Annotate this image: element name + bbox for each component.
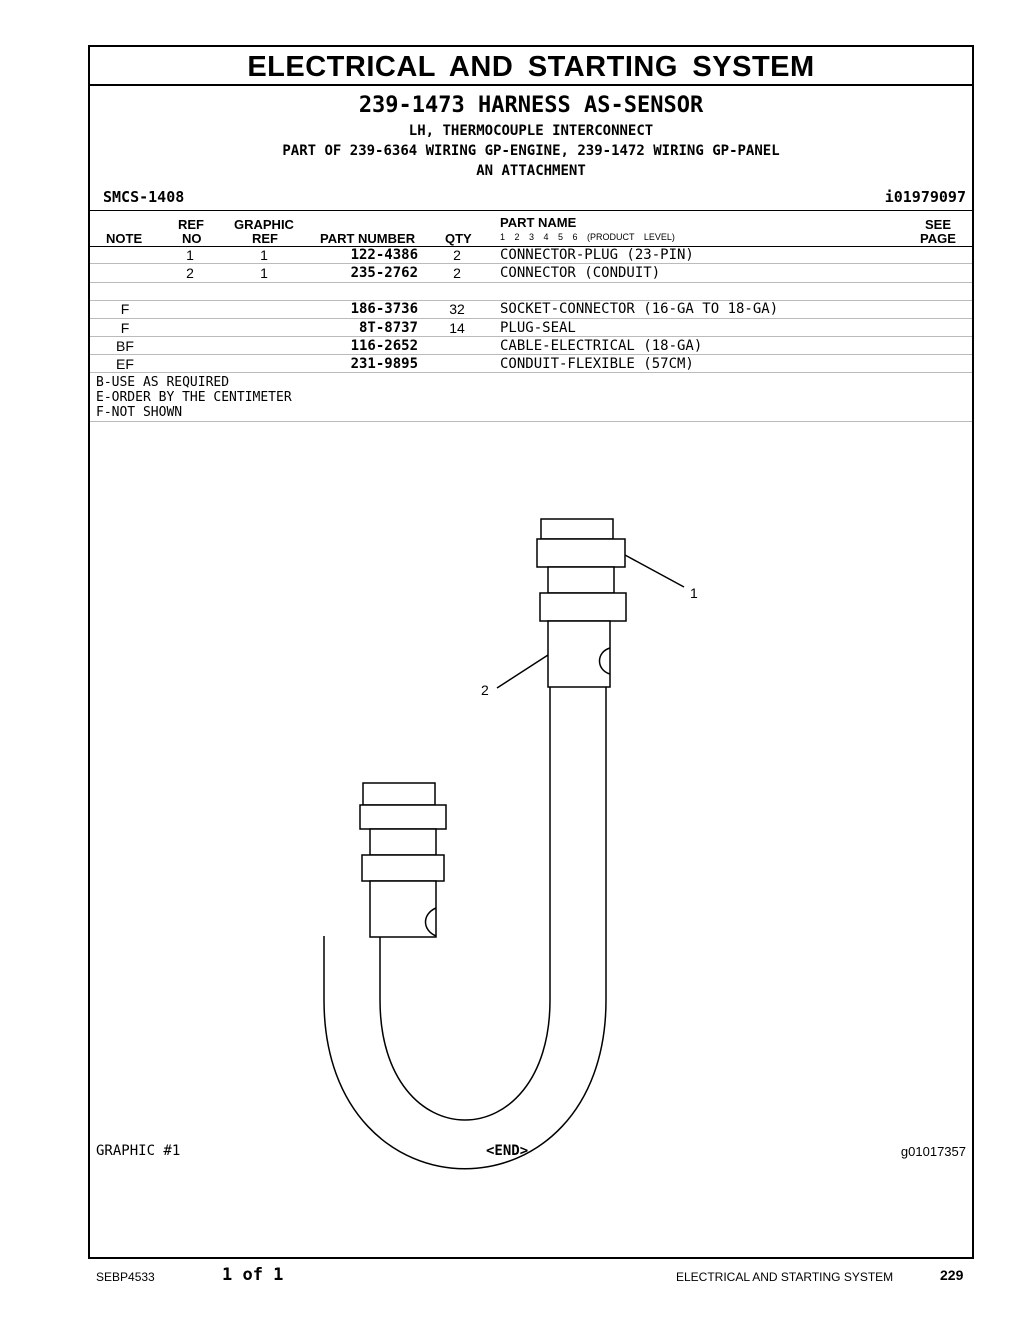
row-note: F [120,301,130,317]
header-ref-bottom: NO [182,231,202,246]
note-b: B-USE AS REQUIRED [96,375,230,390]
header-graphic-top: GRAPHIC [234,217,294,232]
row-qty: 2 [453,265,461,281]
row-note: EF [116,356,134,372]
bottom-connector-sleeve [370,881,436,937]
footer-section: ELECTRICAL AND STARTING SYSTEM [676,1270,894,1284]
callout-1-leader [625,555,684,587]
row-part-number: 235-2762 [350,265,418,281]
row-part-name: PLUG-SEAL [500,320,576,336]
bottom-connector-ring [362,855,444,881]
callout-2-leader [497,655,548,688]
header-see-bottom: PAGE [920,231,956,246]
smcs-code: SMCS-1408 [103,188,185,206]
conduit-inner [324,686,606,1169]
header-graphic-bottom: REF [252,231,278,246]
row-part-name: CONNECTOR (CONDUIT) [500,265,661,281]
header-see-top: SEE [925,217,952,232]
footer-document-number: SEBP4533 [96,1270,155,1284]
footer-page-of: 1 of 1 [222,1265,284,1285]
note-f: F-NOT SHOWN [96,405,183,420]
illustration-id: i01979097 [884,188,966,206]
section-title: ELECTRICAL AND STARTING SYSTEM [90,47,972,86]
callout-2-label: 2 [481,682,489,698]
harness-part-of: PART OF 239-6364 WIRING GP-ENGINE, 239-1472 WIRING GP-PANEL [282,143,780,159]
row-part-number: 116-2652 [350,338,418,354]
graphic-label: GRAPHIC #1 [96,1143,181,1159]
harness-title: 239-1473 HARNESS AS-SENSOR [358,93,704,118]
top-connector-cap [541,519,613,539]
row-ref: 1 [186,247,194,263]
header-product-level: 1 2 3 4 5 6 (PRODUCT LEVEL) [500,232,675,242]
row-part-name: CABLE-ELECTRICAL (18-GA) [500,338,703,354]
end-label: <END> [486,1143,529,1159]
callout-1-label: 1 [690,585,698,601]
header-ref-top: REF [178,217,204,232]
harness-description: LH, THERMOCOUPLE INTERCONNECT [408,123,654,139]
row-graphic-ref: 1 [260,247,268,263]
row-part-name: SOCKET-CONNECTOR (16-GA TO 18-GA) [500,301,779,317]
row-note: F [120,320,130,336]
row-part-name: CONDUIT-FLEXIBLE (57CM) [500,356,694,372]
top-connector-neck [548,567,614,593]
row-graphic-ref: 1 [260,265,268,281]
row-part-name: CONNECTOR-PLUG (23-PIN) [500,247,694,263]
harness-attachment: AN ATTACHMENT [476,163,586,179]
header-part-number: PART NUMBER [320,231,416,246]
header-note: NOTE [106,231,143,246]
bottom-connector-neck [370,829,436,855]
row-part-number: 122-4386 [350,247,418,263]
row-part-number: 186-3736 [350,301,418,317]
footer-page-number: 229 [940,1267,964,1283]
bottom-connector-body [360,805,446,829]
row-qty: 2 [453,247,461,263]
graphic-id: g01017357 [900,1144,966,1159]
row-qty: 32 [449,301,465,317]
row-part-number: 231-9895 [350,356,418,372]
top-connector-body [537,539,625,567]
bottom-connector-cap [363,783,435,805]
header-qty: QTY [445,231,472,246]
note-e: E-ORDER BY THE CENTIMETER [96,390,292,405]
row-part-number: 8T-8737 [358,320,418,336]
row-note: BF [116,338,134,354]
row-qty: 14 [449,320,465,336]
row-ref: 2 [186,265,194,281]
header-part-name: PART NAME [500,215,577,230]
top-connector-ring [540,593,626,621]
